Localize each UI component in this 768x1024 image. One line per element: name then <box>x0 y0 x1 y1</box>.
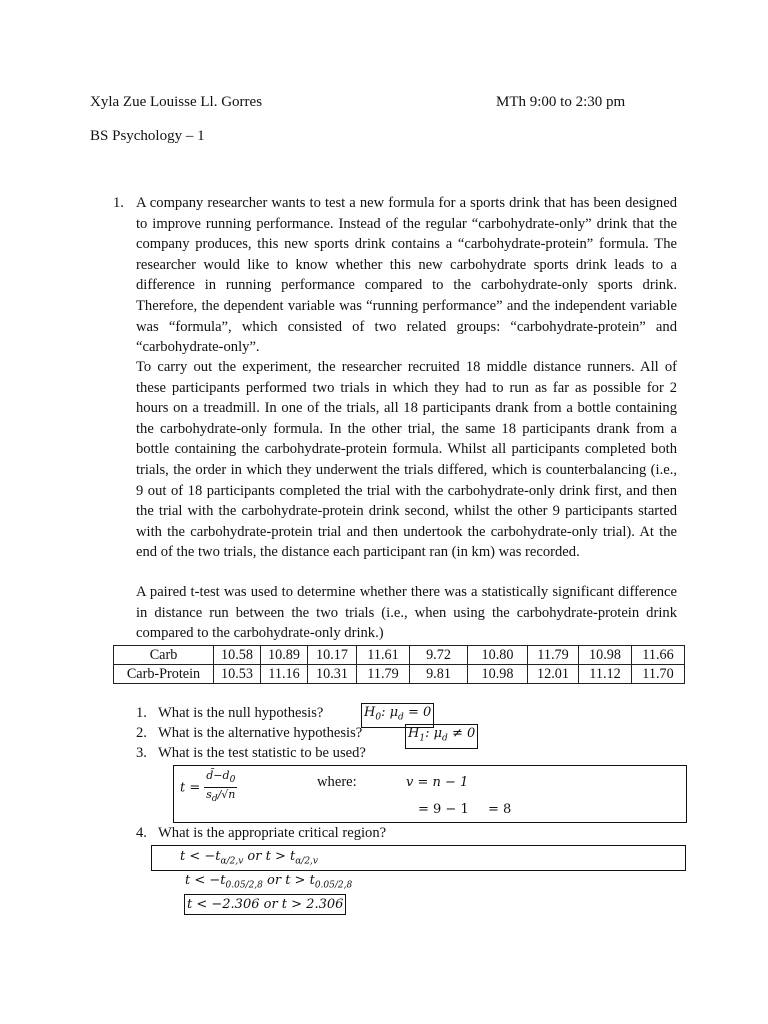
denominator-subscript: d <box>211 794 218 805</box>
h-symbol: H <box>408 726 420 741</box>
upper-subscript: 0.05/2,8 <box>314 880 353 891</box>
h-subscript: 1 <box>419 733 426 744</box>
table-cell: 11.12 <box>579 665 632 684</box>
distance-data-table <box>113 645 685 684</box>
question-3-number: 3. <box>136 745 147 761</box>
question-3-text: What is the test statistic to be used? <box>158 745 366 761</box>
table-cell: 10.31 <box>308 665 357 684</box>
table-row <box>114 646 685 665</box>
table-cell: 10.17 <box>308 646 357 665</box>
fraction-numerator: d̄−d <box>206 769 230 782</box>
table-cell: 10.53 <box>214 665 261 684</box>
question-2-number: 2. <box>136 725 147 741</box>
class-schedule: MTh 9:00 to 2:30 pm <box>496 94 626 110</box>
question-1-text: What is the null hypothesis? <box>158 705 324 721</box>
table-cell: 11.70 <box>632 665 685 684</box>
table-cell: 9.81 <box>410 665 468 684</box>
upper-bound: or t > t <box>243 849 296 864</box>
upper-subscript: α/2,v <box>295 856 318 867</box>
table-cell: 9.72 <box>410 646 468 665</box>
student-name: Xyla Zue Louisse Ll. Gorres <box>90 94 263 110</box>
problem-paragraph-2: To carry out the experiment, the researcher recruited 18 middle distance runners. All of these participants performed two trials in which they had to run as far as possible for 2 hours on a treadmill. In one of the trials, all 18 participants drank from a bottle containing the carbohydrate-only formula. In the other trial, the same 18 participants drank from a bottle containing the carbohydrate-protein formula. Whilst all participants completed both trials, the order in which they underwent the trials differed, which is counterbalancing (i.e., 9 out of 18 participants completed the trial with the carbohydrate-only drink first, and then the trial with the carbohydrate-protein drink second, whilst the other 9 participants started with the carbohydrate-protein trial and then undertook the carbohydrate-only trial). At the end of the two trials, the distance each participant ran (in km) was recorded. <box>136 359 677 561</box>
t-formula <box>180 769 237 806</box>
problem-paragraph-1: A company researcher wants to test a new formula for a sports drink that has been designed to improve running performance. Instead of the regular “carbohydrate-only” drink that the company produces, this new sports drink contains a “carbohydrate-protein” formula. The researcher would like to know whether this new carbohydrate sports drink leads to a difference in running performance compared to the carbohydrate-only sports drink. Therefore, the dependent variable was “running performance” and the independent variable was “formula”, which consisted of two related groups: “carbohydrate-protein” and “carbohydrate-only”. <box>136 195 677 356</box>
fraction-denominator: s <box>206 788 212 802</box>
mu-subscript: d <box>398 712 404 723</box>
critical-region-general <box>180 849 318 867</box>
question-1-number: 1. <box>136 705 147 721</box>
table-cell: 10.58 <box>214 646 261 665</box>
problem-paragraph-3: A paired t-test was used to determine whether there was a statistically significant difference in distance run between the two trials (i.e., when using the carbohydrate-protein drink compared to the carbohydrate-only drink.) <box>136 584 677 642</box>
numerator-subscript: 0 <box>229 775 236 786</box>
table-cell: 11.79 <box>357 665 410 684</box>
table-cell: 10.98 <box>468 665 528 684</box>
question-4-number: 4. <box>136 825 147 841</box>
question-4-text: What is the appropriate critical region? <box>158 825 387 841</box>
mu-symbol: : μ <box>425 726 443 741</box>
table-cell: 12.01 <box>528 665 579 684</box>
h-symbol: H <box>364 705 376 720</box>
lower-subscript: α/2,v <box>220 856 244 867</box>
critical-region-substituted <box>185 873 352 891</box>
table-cell: 11.66 <box>632 646 685 665</box>
degrees-of-freedom-formula: v = n − 1 <box>406 775 469 790</box>
critical-region-general-box <box>151 845 686 871</box>
question-2-text: What is the alternative hypothesis? <box>158 725 363 741</box>
lower-subscript: 0.05/2,8 <box>225 880 263 891</box>
t-equals: t = <box>180 780 201 796</box>
alternative-hypothesis-answer <box>405 724 478 749</box>
where-label: where: <box>317 774 357 790</box>
table-cell: 11.61 <box>357 646 410 665</box>
table-cell: 11.79 <box>528 646 579 665</box>
test-statistic-box <box>173 765 687 823</box>
table-row <box>114 665 685 684</box>
table-cell: 10.89 <box>261 646 308 665</box>
table-cell: 11.16 <box>261 665 308 684</box>
mu-symbol: : μ <box>381 705 399 720</box>
row-label: Carb-Protein <box>114 665 214 684</box>
h-subscript: 0 <box>375 712 382 723</box>
hypothesis-value: = 0 <box>403 705 432 720</box>
denominator-tail: /√n <box>217 788 236 802</box>
hypothesis-value: ≠ 0 <box>447 726 476 741</box>
degrees-of-freedom-calc: = 9 − 1 <box>418 802 469 817</box>
t-fraction <box>204 769 237 806</box>
row-label: Carb <box>114 646 214 665</box>
degrees-of-freedom-result: = 8 <box>488 802 512 817</box>
mu-subscript: d <box>442 733 448 744</box>
lower-bound: t < −t <box>185 873 226 888</box>
table-cell: 10.98 <box>579 646 632 665</box>
critical-region-final: t < −2.306 or t > 2.306 <box>184 894 346 915</box>
problem-number: 1. <box>113 195 124 211</box>
upper-bound: or t > t <box>262 873 315 888</box>
course-label: BS Psychology – 1 <box>90 128 205 144</box>
table-cell: 10.80 <box>468 646 528 665</box>
lower-bound: t < −t <box>180 849 221 864</box>
